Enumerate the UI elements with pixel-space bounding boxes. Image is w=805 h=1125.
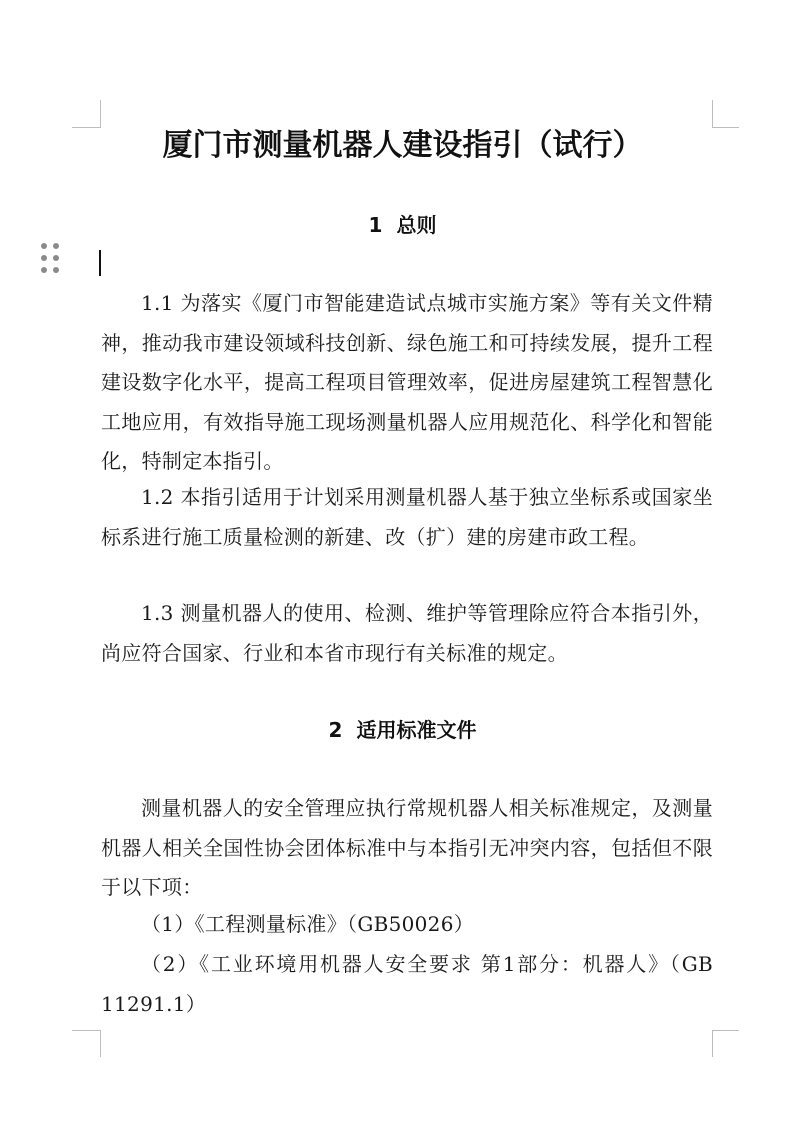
standard-item-1[interactable]: （1）《工程测量标准》（GB50026） [141,912,475,936]
section-2-heading [0,715,805,745]
document-title: 厦门市测量机器人建设指引（试行） [162,128,643,163]
paragraph-1-3[interactable]: 1.3 测量机器人的使用、检测、维护等管理除应符合本指引外，尚应符合国家、行业和本省市现行有关标准的规定。 [101,601,713,665]
paragraph-1-1[interactable]: 1.1 为落实《厦门市智能建造试点城市实施方案》等有关文件精神，推动我市建设领域科技创新、绿色施工和可持续发展，提升工程建设数字化水平，提高工程项目管理效率，促进房屋建筑工程智慧化工地应用，有效指导施工现场测量机器人应用规范化、科学化和智能化，特制定本指引。 [101,291,713,473]
section-1-heading [0,210,805,240]
text-cursor [99,250,101,276]
section-2-number: 2 [328,718,343,742]
section-1-number: 1 [368,213,383,237]
section-2-title: 适用标准文件 [356,718,477,742]
section-1-title: 总则 [396,213,437,237]
drag-handle-icon[interactable] [41,243,63,275]
crop-mark-bottom-left [72,1030,101,1057]
crop-mark-bottom-right [712,1030,739,1057]
standard-item-2[interactable]: （2）《工业环境用机器人安全要求 第1部分：机器人》（GB 11291.1） [101,952,713,1016]
paragraph-1-2[interactable]: 1.2 本指引适用于计划采用测量机器人基于独立坐标系或国家坐标系进行施工质量检测的新建、改（扩）建的房建市政工程。 [101,485,713,549]
paragraph-2-intro[interactable]: 测量机器人的安全管理应执行常规机器人相关标准规定，及测量机器人相关全国性协会团体标准中与本指引无冲突内容，包括但不限于以下项： [101,796,713,899]
